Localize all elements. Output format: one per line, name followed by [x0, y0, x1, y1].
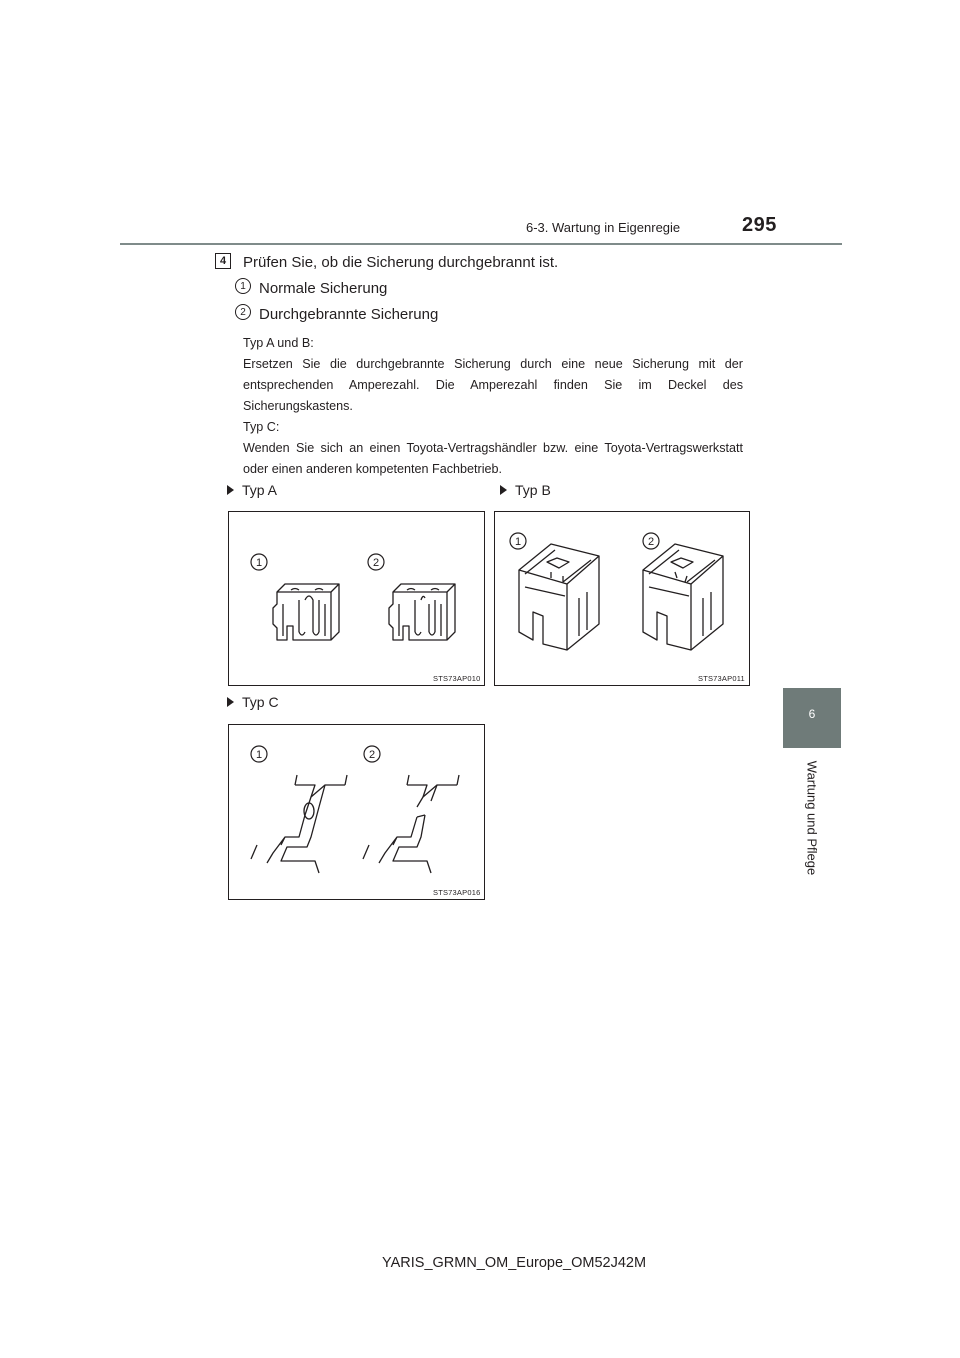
figure-a-marker-1: 1 — [255, 557, 263, 569]
note-heading: Typ A und B: — [243, 336, 314, 350]
figure-c-code: STS73AP016 — [433, 888, 481, 897]
figure-c-marker-2: 2 — [368, 749, 376, 761]
note-heading: Typ C: — [243, 420, 280, 434]
figure-b-marker-2: 2 — [647, 536, 655, 548]
note-body: Wenden Sie sich an einen Toyota-Vertragshändler bzw. eine Toyota-Vertragswerkstatt oder einen anderen kompetenten Fachbetrieb. — [243, 441, 743, 476]
item-blown-fuse: Durchgebrannte Sicherung — [259, 306, 439, 323]
chapter-tab — [783, 688, 841, 748]
note-body: Ersetzen Sie die durchgebrannte Sicherung durch eine neue Sicherung mit der entsprechenden Amperezahl. Die Amperezahl finden Sie im Deckel des Sicherungskastens. — [243, 357, 743, 413]
figure-c-marker-1: 1 — [255, 749, 263, 761]
triangle-icon — [500, 485, 507, 495]
figure-a-marker-2: 2 — [372, 557, 380, 569]
figure-b-marker-1: 1 — [514, 536, 522, 548]
item-marker-2: 2 — [235, 304, 251, 320]
figure-type-a — [228, 511, 485, 686]
triangle-icon — [227, 485, 234, 495]
figure-a-code: STS73AP010 — [433, 674, 481, 683]
cartridge-fuse-illustration — [495, 512, 751, 687]
strip-fuse-illustration — [229, 725, 486, 901]
item-normal-fuse: Normale Sicherung — [259, 280, 388, 297]
chapter-title: Wartung und Pflege — [804, 760, 820, 876]
note-type-a-b — [243, 333, 743, 417]
step-number-box: 4 — [215, 253, 231, 269]
figure-type-c — [228, 724, 485, 900]
figure-label-type-c: Typ C — [227, 694, 279, 710]
document-footer: YARIS_GRMN_OM_Europe_OM52J42M — [382, 1255, 647, 1271]
header-divider — [120, 243, 842, 245]
note-type-c — [243, 417, 743, 480]
figure-type-b — [494, 511, 750, 686]
header-section-title: 6-3. Wartung in Eigenregie — [526, 220, 681, 235]
figure-label-type-a: Typ A — [227, 482, 277, 498]
chapter-number: 6 — [808, 707, 816, 721]
figure-label-type-b: Typ B — [500, 482, 551, 498]
item-marker-1: 1 — [235, 278, 251, 294]
page-number: 295 — [742, 214, 777, 236]
blade-fuse-illustration — [229, 512, 486, 687]
triangle-icon — [227, 697, 234, 707]
figure-b-code: STS73AP011 — [698, 674, 745, 683]
step-instruction: Prüfen Sie, ob die Sicherung durchgebrannt ist. — [243, 254, 559, 271]
